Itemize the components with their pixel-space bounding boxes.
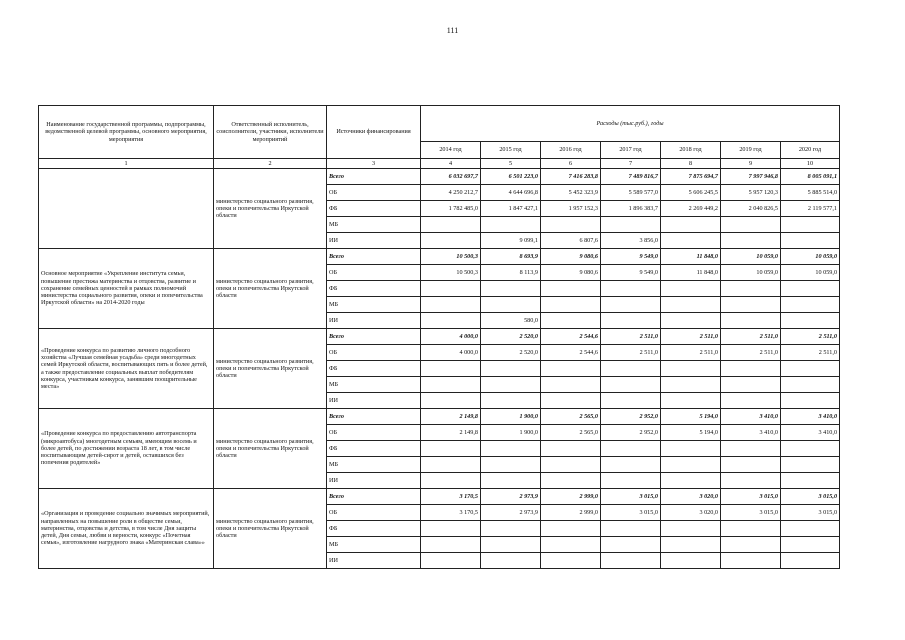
amount-cell (421, 377, 481, 393)
amount-cell (661, 361, 721, 377)
amount-cell: 3 015,0 (721, 505, 781, 521)
amount-cell: 1 957 152,3 (541, 201, 601, 217)
amount-cell (721, 233, 781, 249)
program-name (39, 169, 214, 249)
amount-cell (601, 281, 661, 297)
program-name: Основное мероприятие «Укрепление института семьи, повышение престижа материнства и отцовства, развитие и сохранение семейных ценностей в рамках полномочий министерства социального развития, опеки и попечительства Иркутской области» на 2014-2020 годы (39, 249, 214, 329)
amount-cell (421, 361, 481, 377)
amount-cell: 2 511,0 (601, 329, 661, 345)
amount-cell (481, 217, 541, 233)
amount-cell: 5 606 245,5 (661, 185, 721, 201)
amount-cell (661, 281, 721, 297)
executor: министерство социального развития, опеки и попечительства Иркутской области (214, 329, 327, 409)
amount-cell: 2 511,0 (721, 345, 781, 361)
amount-cell (541, 297, 601, 313)
amount-cell (721, 537, 781, 553)
amount-cell: 2 999,0 (541, 505, 601, 521)
amount-cell (601, 313, 661, 329)
amount-cell (781, 217, 840, 233)
amount-cell (721, 281, 781, 297)
funding-source: ИИ (327, 393, 421, 409)
amount-cell: 2 149,8 (421, 425, 481, 441)
amount-cell: 8 113,9 (481, 265, 541, 281)
column-number: 3 (327, 159, 421, 169)
amount-cell (721, 217, 781, 233)
amount-cell: 2 952,0 (601, 425, 661, 441)
header-year: 2017 год (601, 142, 661, 159)
amount-cell (601, 361, 661, 377)
amount-cell (481, 361, 541, 377)
amount-cell (781, 521, 840, 537)
amount-cell (661, 217, 721, 233)
amount-cell: 2 952,0 (601, 409, 661, 425)
amount-cell (541, 553, 601, 569)
funding-source: ИИ (327, 233, 421, 249)
funding-source: ОБ (327, 505, 421, 521)
amount-cell: 10 059,0 (781, 249, 840, 265)
amount-cell (661, 441, 721, 457)
amount-cell (661, 377, 721, 393)
amount-cell (421, 281, 481, 297)
amount-cell (661, 521, 721, 537)
funding-source: Всего (327, 329, 421, 345)
amount-cell (601, 553, 661, 569)
funding-source: ОБ (327, 265, 421, 281)
program-name: «Проведение конкурса по предоставлению автотранспорта (микроавтобуса) многодетным семьям, имеющим восемь и более детей, по достижении возраста 18 лет, в том числе воспитывающим детей-сирот и детей, оставшихся без попечения родителей» (39, 409, 214, 489)
amount-cell: 2 511,0 (781, 345, 840, 361)
amount-cell: 2 511,0 (781, 329, 840, 345)
amount-cell (721, 473, 781, 489)
program-name: «Организация и проведение социально значимых мероприятий, направленных на повышение роли в обществе семьи, материнства, отцовства и детства, в том числе Дня защиты детей, Дня семьи, любви и верности, конкурс «Почетная семья», изготовление нагрудного знака «Материнская слава»» (39, 489, 214, 569)
amount-cell: 9 549,0 (601, 249, 661, 265)
column-number: 8 (661, 159, 721, 169)
amount-cell: 4 250 212,7 (421, 185, 481, 201)
header-executor: Ответственный исполнитель, соисполнители, участники, исполнители мероприятий (214, 106, 327, 159)
amount-cell: 9 099,1 (481, 233, 541, 249)
amount-cell: 5 957 120,3 (721, 185, 781, 201)
amount-cell: 9 549,0 (601, 265, 661, 281)
amount-cell: 3 410,0 (781, 409, 840, 425)
amount-cell (541, 393, 601, 409)
amount-cell (421, 313, 481, 329)
amount-cell: 10 500,3 (421, 249, 481, 265)
column-number: 6 (541, 159, 601, 169)
amount-cell (601, 537, 661, 553)
amount-cell (481, 457, 541, 473)
amount-cell: 7 997 946,8 (721, 169, 781, 185)
header-year: 2014 год (421, 142, 481, 159)
amount-cell: 2 119 577,1 (781, 201, 840, 217)
amount-cell (721, 441, 781, 457)
table-row (39, 409, 840, 425)
amount-cell (721, 361, 781, 377)
amount-cell: 4 000,0 (421, 345, 481, 361)
header-year: 2015 год (481, 142, 541, 159)
table-row (39, 489, 840, 505)
amount-cell: 3 015,0 (601, 489, 661, 505)
amount-cell (661, 313, 721, 329)
funding-source: ФБ (327, 281, 421, 297)
amount-cell (601, 377, 661, 393)
table-row (39, 329, 840, 345)
amount-cell: 2 565,0 (541, 409, 601, 425)
amount-cell: 11 848,0 (661, 265, 721, 281)
amount-cell (541, 281, 601, 297)
funding-source: МБ (327, 377, 421, 393)
amount-cell (781, 537, 840, 553)
amount-cell: 8 005 091,1 (781, 169, 840, 185)
amount-cell: 7 875 694,7 (661, 169, 721, 185)
amount-cell: 10 500,3 (421, 265, 481, 281)
amount-cell (481, 377, 541, 393)
funding-source: МБ (327, 457, 421, 473)
amount-cell: 2 520,0 (481, 329, 541, 345)
executor: министерство социального развития, опеки и попечительства Иркутской области (214, 249, 327, 329)
column-number: 7 (601, 159, 661, 169)
amount-cell (481, 521, 541, 537)
amount-cell: 2 973,9 (481, 505, 541, 521)
header-source: Источники финансирования (327, 106, 421, 159)
amount-cell: 10 059,0 (781, 265, 840, 281)
table-row (39, 169, 840, 185)
amount-cell (541, 473, 601, 489)
funding-source: ИИ (327, 553, 421, 569)
column-number: 2 (214, 159, 327, 169)
amount-cell: 2 511,0 (661, 345, 721, 361)
amount-cell (661, 553, 721, 569)
funding-source: МБ (327, 217, 421, 233)
amount-cell: 2 544,6 (541, 345, 601, 361)
column-number: 5 (481, 159, 541, 169)
column-number: 9 (721, 159, 781, 169)
amount-cell (661, 473, 721, 489)
program-name: «Проведение конкурса по развитию личного подсобного хозяйства «Лучшая семейная усадьба» среди многодетных семей Иркутской области, воспитывающих пять и более детей, а также предоставление социальных выплат победителям конкурса, участникам конкурса, занявшим поощрительные места» (39, 329, 214, 409)
funding-source: ИИ (327, 473, 421, 489)
column-number: 1 (39, 159, 214, 169)
amount-cell (481, 473, 541, 489)
funding-source: ИИ (327, 313, 421, 329)
amount-cell (601, 297, 661, 313)
amount-cell: 2 040 826,5 (721, 201, 781, 217)
amount-cell: 1 782 485,0 (421, 201, 481, 217)
amount-cell (721, 553, 781, 569)
amount-cell: 3 410,0 (721, 425, 781, 441)
amount-cell (541, 377, 601, 393)
amount-cell (661, 297, 721, 313)
amount-cell (781, 281, 840, 297)
funding-source: Всего (327, 169, 421, 185)
header-expenses: Расходы (тыс.руб.), годы (421, 106, 840, 142)
amount-cell: 2 973,9 (481, 489, 541, 505)
amount-cell: 2 149,8 (421, 409, 481, 425)
amount-cell: 3 015,0 (601, 505, 661, 521)
amount-cell: 2 269 449,2 (661, 201, 721, 217)
funding-source: ФБ (327, 521, 421, 537)
amount-cell (781, 377, 840, 393)
amount-cell: 2 565,0 (541, 425, 601, 441)
amount-cell: 9 080,6 (541, 265, 601, 281)
amount-cell: 2 511,0 (661, 329, 721, 345)
funding-source: Всего (327, 249, 421, 265)
amount-cell: 3 410,0 (721, 409, 781, 425)
executor: министерство социального развития, опеки и попечительства Иркутской области (214, 489, 327, 569)
amount-cell: 1 847 427,1 (481, 201, 541, 217)
amount-cell: 3 015,0 (781, 505, 840, 521)
amount-cell (661, 393, 721, 409)
table-row (39, 249, 840, 265)
amount-cell: 2 511,0 (721, 329, 781, 345)
funding-source: ОБ (327, 425, 421, 441)
amount-cell (481, 441, 541, 457)
amount-cell (421, 441, 481, 457)
amount-cell: 3 170,5 (421, 505, 481, 521)
funding-source: Всего (327, 409, 421, 425)
amount-cell (481, 281, 541, 297)
amount-cell (541, 441, 601, 457)
amount-cell: 1 900,0 (481, 425, 541, 441)
header-year: 2016 год (541, 142, 601, 159)
amount-cell: 2 511,0 (601, 345, 661, 361)
amount-cell (421, 553, 481, 569)
amount-cell: 5 885 514,0 (781, 185, 840, 201)
amount-cell: 4 000,0 (421, 329, 481, 345)
budget-table (38, 105, 840, 569)
amount-cell: 6 032 697,7 (421, 169, 481, 185)
funding-source: ФБ (327, 201, 421, 217)
amount-cell (541, 521, 601, 537)
header-year: 2020 год (781, 142, 840, 159)
executor: министерство социального развития, опеки и попечительства Иркутской области (214, 169, 327, 249)
page-number: 111 (446, 26, 459, 35)
amount-cell: 3 020,0 (661, 489, 721, 505)
amount-cell (781, 457, 840, 473)
amount-cell (601, 457, 661, 473)
amount-cell (721, 297, 781, 313)
amount-cell: 10 059,0 (721, 265, 781, 281)
amount-cell (781, 473, 840, 489)
amount-cell (781, 233, 840, 249)
funding-source: ФБ (327, 441, 421, 457)
amount-cell (421, 537, 481, 553)
amount-cell: 580,0 (481, 313, 541, 329)
amount-cell: 5 194,0 (661, 409, 721, 425)
amount-cell: 10 059,0 (721, 249, 781, 265)
amount-cell (481, 393, 541, 409)
column-number: 4 (421, 159, 481, 169)
amount-cell: 7 489 816,7 (601, 169, 661, 185)
amount-cell: 6 807,6 (541, 233, 601, 249)
amount-cell (721, 521, 781, 537)
funding-source: МБ (327, 537, 421, 553)
amount-cell (421, 233, 481, 249)
amount-cell (781, 441, 840, 457)
amount-cell: 1 896 383,7 (601, 201, 661, 217)
amount-cell: 8 693,9 (481, 249, 541, 265)
amount-cell (421, 297, 481, 313)
executor: министерство социального развития, опеки и попечительства Иркутской области (214, 409, 327, 489)
amount-cell: 11 848,0 (661, 249, 721, 265)
amount-cell (781, 297, 840, 313)
amount-cell: 2 544,6 (541, 329, 601, 345)
amount-cell (421, 521, 481, 537)
amount-cell (601, 217, 661, 233)
amount-cell (781, 313, 840, 329)
funding-source: МБ (327, 297, 421, 313)
amount-cell (601, 441, 661, 457)
header-name: Наименование государственной программы, подпрограммы, ведомственной целевой программы, основного мероприятия, мероприятия (39, 106, 214, 159)
amount-cell: 5 589 577,0 (601, 185, 661, 201)
amount-cell: 3 856,0 (601, 233, 661, 249)
amount-cell (781, 361, 840, 377)
amount-cell (721, 457, 781, 473)
amount-cell: 2 520,0 (481, 345, 541, 361)
amount-cell (781, 553, 840, 569)
amount-cell (721, 313, 781, 329)
amount-cell (421, 217, 481, 233)
amount-cell: 1 900,0 (481, 409, 541, 425)
amount-cell: 7 416 283,8 (541, 169, 601, 185)
amount-cell (601, 473, 661, 489)
column-number: 10 (781, 159, 840, 169)
amount-cell: 3 410,0 (781, 425, 840, 441)
amount-cell: 3 170,5 (421, 489, 481, 505)
amount-cell: 4 644 696,8 (481, 185, 541, 201)
amount-cell: 6 501 223,0 (481, 169, 541, 185)
amount-cell (421, 457, 481, 473)
amount-cell: 3 015,0 (721, 489, 781, 505)
header-year: 2018 год (661, 142, 721, 159)
amount-cell: 5 452 323,9 (541, 185, 601, 201)
funding-source: ОБ (327, 345, 421, 361)
amount-cell: 3 015,0 (781, 489, 840, 505)
amount-cell (661, 457, 721, 473)
amount-cell: 3 020,0 (661, 505, 721, 521)
amount-cell (541, 313, 601, 329)
header-year: 2019 год (721, 142, 781, 159)
amount-cell (481, 553, 541, 569)
amount-cell (541, 457, 601, 473)
amount-cell (601, 521, 661, 537)
amount-cell (541, 361, 601, 377)
amount-cell: 2 999,0 (541, 489, 601, 505)
amount-cell: 5 194,0 (661, 425, 721, 441)
funding-source: Всего (327, 489, 421, 505)
amount-cell (601, 393, 661, 409)
amount-cell (541, 537, 601, 553)
funding-source: ФБ (327, 361, 421, 377)
amount-cell (721, 393, 781, 409)
amount-cell (421, 393, 481, 409)
amount-cell (421, 473, 481, 489)
amount-cell (481, 537, 541, 553)
amount-cell (541, 217, 601, 233)
amount-cell (481, 297, 541, 313)
amount-cell (781, 393, 840, 409)
amount-cell (661, 537, 721, 553)
amount-cell: 9 080,6 (541, 249, 601, 265)
funding-source: ОБ (327, 185, 421, 201)
amount-cell (661, 233, 721, 249)
amount-cell (721, 377, 781, 393)
